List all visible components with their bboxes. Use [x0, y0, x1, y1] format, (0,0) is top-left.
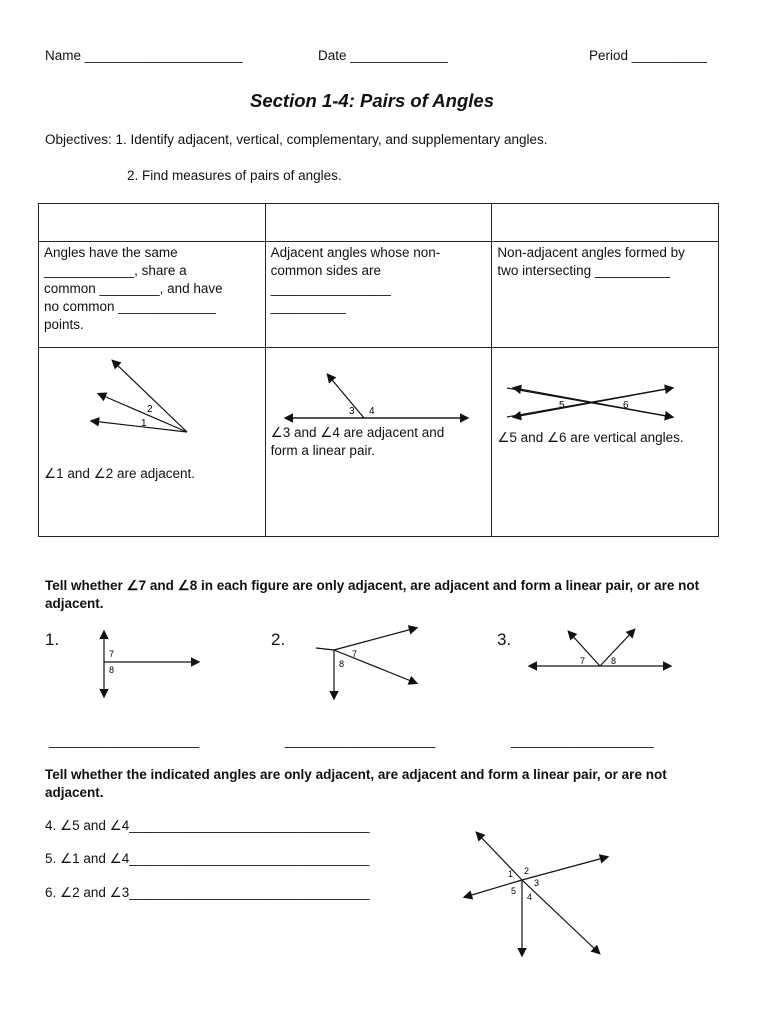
- question-6[interactable]: 6. ∠2 and ∠3________________________________: [45, 885, 370, 900]
- part2-instruction: Tell whether the indicated angles are only adjacent, are adjacent and form a linear pair, or are not adjacent.: [45, 767, 667, 800]
- table-header-cell: [39, 204, 266, 242]
- objective-line-2: 2. Find measures of pairs of angles.: [127, 168, 342, 183]
- svg-text:3: 3: [348, 406, 355, 417]
- problem-3-answer-blank[interactable]: ___________________: [511, 733, 654, 748]
- page-title: Section 1-4: Pairs of Angles: [250, 90, 494, 111]
- svg-text:7: 7: [352, 649, 358, 659]
- name-field-label: Name _____________________: [45, 48, 243, 63]
- linear-pair-figure: [266, 348, 491, 428]
- problem-2-answer-blank[interactable]: ____________________: [285, 733, 436, 748]
- problem-1-answer-blank[interactable]: ____________________: [49, 733, 200, 748]
- definition-vertical: Non-adjacent angles formed by two intersecting __________: [492, 242, 719, 348]
- svg-text:8: 8: [611, 656, 617, 666]
- problem-3-number: 3.: [497, 630, 512, 649]
- svg-text:4: 4: [368, 406, 375, 417]
- part2-figure: [455, 825, 625, 965]
- vertical-angles-figure: [492, 348, 717, 428]
- objective-line-1: Objectives: 1. Identify adjacent, vertical, complementary, and supplementary angles.: [45, 132, 548, 147]
- example-vertical-cell: [492, 348, 719, 537]
- question-5[interactable]: 5. ∠1 and ∠4________________________________: [45, 851, 370, 866]
- period-field-label: Period __________: [589, 48, 707, 63]
- example-adjacent-cell: [39, 348, 266, 537]
- definition-linear-pair: Adjacent angles whose non- common sides are ________________ __________: [265, 242, 492, 348]
- table-header-cell: [265, 204, 492, 242]
- svg-text:3: 3: [534, 878, 540, 888]
- table-header-cell: [492, 204, 719, 242]
- question-4[interactable]: 4. ∠5 and ∠4________________________________: [45, 818, 370, 833]
- date-field-label: Date _____________: [318, 48, 448, 63]
- problem-2-figure: [316, 628, 416, 698]
- part1-instruction: Tell whether ∠7 and ∠8 in each figure are only adjacent, are adjacent and form a linear pair, or are not adjacent.: [45, 578, 700, 611]
- svg-text:4: 4: [527, 892, 533, 902]
- svg-text:1: 1: [508, 869, 514, 879]
- example-linear-cell: [265, 348, 492, 537]
- svg-text:7: 7: [580, 656, 586, 666]
- example-linear-text: ∠3 and ∠4 are adjacent and form a linear pair.: [270, 425, 445, 458]
- svg-text:1: 1: [141, 418, 147, 429]
- svg-text:8: 8: [109, 665, 115, 675]
- definition-adjacent: Angles have the same ____________, share a common ________, and have no common _____________ points.: [39, 242, 266, 348]
- svg-text:7: 7: [109, 649, 115, 659]
- problem-2-number: 2.: [271, 630, 286, 649]
- svg-text:5: 5: [511, 886, 517, 896]
- example-adjacent-text: ∠1 and ∠2 are adjacent.: [44, 466, 196, 481]
- adjacent-angles-figure: [39, 348, 259, 458]
- svg-text:2: 2: [524, 866, 530, 876]
- part1-figures: [0, 620, 770, 720]
- example-vertical-text: ∠5 and ∠6 are vertical angles.: [497, 430, 684, 445]
- problem-3-figure: [530, 630, 670, 666]
- svg-text:8: 8: [339, 659, 345, 669]
- svg-text:6: 6: [623, 400, 629, 411]
- problem-1-figure: [104, 632, 198, 696]
- problem-1-number: 1.: [45, 630, 60, 649]
- svg-text:2: 2: [147, 404, 153, 415]
- definitions-table: [38, 203, 719, 537]
- svg-text:5: 5: [559, 400, 565, 411]
